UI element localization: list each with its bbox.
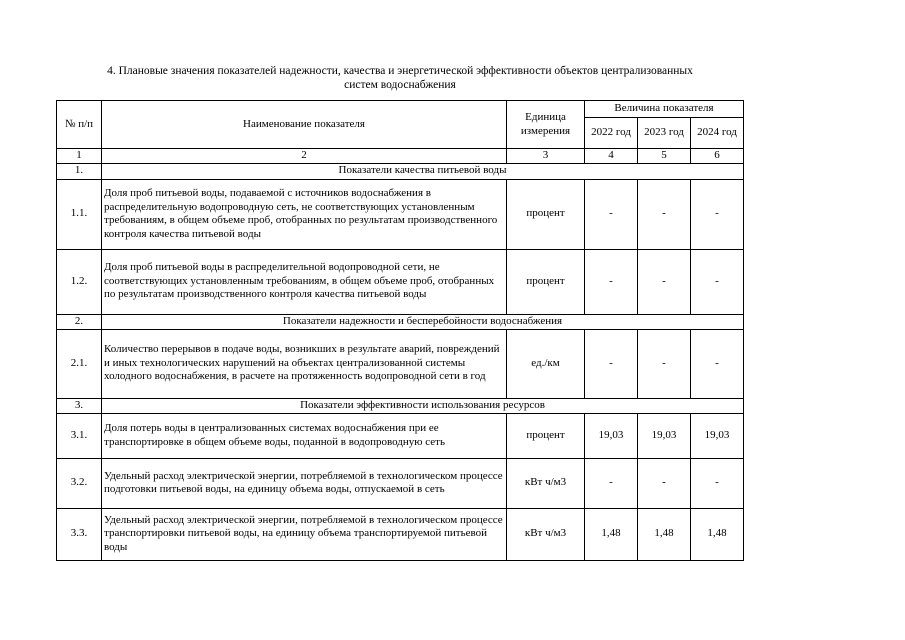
indicators-table — [56, 100, 744, 561]
row-value-2022: 1,48 — [585, 508, 638, 560]
row-name: Доля проб питьевой воды в распределительной водопроводной сети, не соответствующих установленным требованиям, в общем объеме проб, отобранных по результатам производственного контроля качества питьевой воды — [102, 249, 507, 314]
section-name: Показатели надежности и бесперебойности водоснабжения — [102, 314, 744, 329]
row-num: 3.3. — [57, 508, 102, 560]
table-title-line2: систем водоснабжения — [344, 79, 456, 91]
row-num: 3.2. — [57, 458, 102, 508]
row-num: 2.1. — [57, 329, 102, 398]
row-unit: кВт ч/м3 — [507, 508, 585, 560]
section-num: 1. — [57, 163, 102, 179]
row-name: Удельный расход электрической энергии, потребляемой в технологическом процессе транспортировки питьевой воды, на единицу объема транспортируемой питьевой воды — [102, 508, 507, 560]
header-row-1 — [57, 101, 744, 118]
table-title — [60, 64, 740, 92]
table-row — [57, 413, 744, 458]
row-value-2023: - — [638, 179, 691, 249]
row-unit: ед./км — [507, 329, 585, 398]
header-unit-line2: измерения — [520, 124, 571, 137]
colnum-6: 6 — [691, 149, 744, 164]
section-num: 3. — [57, 398, 102, 413]
colnum-5: 5 — [638, 149, 691, 164]
table-row — [57, 249, 744, 314]
section-name: Показатели качества питьевой воды — [102, 163, 744, 179]
header-year-2023: 2023 год — [638, 118, 691, 149]
header-name: Наименование показателя — [102, 101, 507, 149]
section-row — [57, 314, 744, 329]
header-unit-line1: Единица — [525, 111, 566, 123]
column-number-row — [57, 149, 744, 164]
table-row — [57, 329, 744, 398]
colnum-1: 1 — [57, 149, 102, 164]
row-value-2024: - — [691, 179, 744, 249]
colnum-2: 2 — [102, 149, 507, 164]
row-value-2022: - — [585, 329, 638, 398]
section-name: Показатели эффективности использования ресурсов — [102, 398, 744, 413]
header-unit — [507, 101, 585, 149]
table-row — [57, 458, 744, 508]
table-row — [57, 179, 744, 249]
row-value-2024: 1,48 — [691, 508, 744, 560]
row-name: Доля проб питьевой воды, подаваемой с источников водоснабжения в распределительную водопроводную сеть, не соответствующих установленным требованиям, в общем объеме проб, отобранных по результатам производственного контроля качества питьевой воды — [102, 179, 507, 249]
header-year-2022: 2022 год — [585, 118, 638, 149]
row-value-2023: 1,48 — [638, 508, 691, 560]
row-value-2023: - — [638, 458, 691, 508]
table-row — [57, 508, 744, 560]
row-unit: процент — [507, 179, 585, 249]
row-name: Удельный расход электрической энергии, потребляемой в технологическом процессе подготовки питьевой воды, на единицу объема воды, отпускаемой в сеть — [102, 458, 507, 508]
row-value-2023: 19,03 — [638, 413, 691, 458]
row-num: 3.1. — [57, 413, 102, 458]
header-value: Величина показателя — [585, 101, 744, 118]
row-value-2024: - — [691, 458, 744, 508]
section-row — [57, 398, 744, 413]
row-num: 1.2. — [57, 249, 102, 314]
row-value-2023: - — [638, 249, 691, 314]
colnum-3: 3 — [507, 149, 585, 164]
row-value-2024: 19,03 — [691, 413, 744, 458]
colnum-4: 4 — [585, 149, 638, 164]
row-value-2022: - — [585, 179, 638, 249]
section-num: 2. — [57, 314, 102, 329]
row-num: 1.1. — [57, 179, 102, 249]
header-num: № п/п — [57, 101, 102, 149]
row-name: Доля потерь воды в централизованных системах водоснабжения при ее транспортировке в общем объеме воды, поданной в водопроводную сеть — [102, 413, 507, 458]
row-unit: процент — [507, 249, 585, 314]
row-value-2022: - — [585, 458, 638, 508]
row-value-2024: - — [691, 249, 744, 314]
row-value-2024: - — [691, 329, 744, 398]
row-unit: кВт ч/м3 — [507, 458, 585, 508]
row-unit: процент — [507, 413, 585, 458]
table-title-line1: 4. Плановые значения показателей надежности, качества и энергетической эффективности объектов централизованных — [107, 65, 693, 77]
header-year-2024: 2024 год — [691, 118, 744, 149]
section-row — [57, 163, 744, 179]
row-value-2022: - — [585, 249, 638, 314]
row-name: Количество перерывов в подаче воды, возникших в результате аварий, повреждений и иных технологических нарушений на объектах централизованной системы холодного водоснабжения, в расчете на протяженность водопроводной сети в год — [102, 329, 507, 398]
row-value-2022: 19,03 — [585, 413, 638, 458]
row-value-2023: - — [638, 329, 691, 398]
